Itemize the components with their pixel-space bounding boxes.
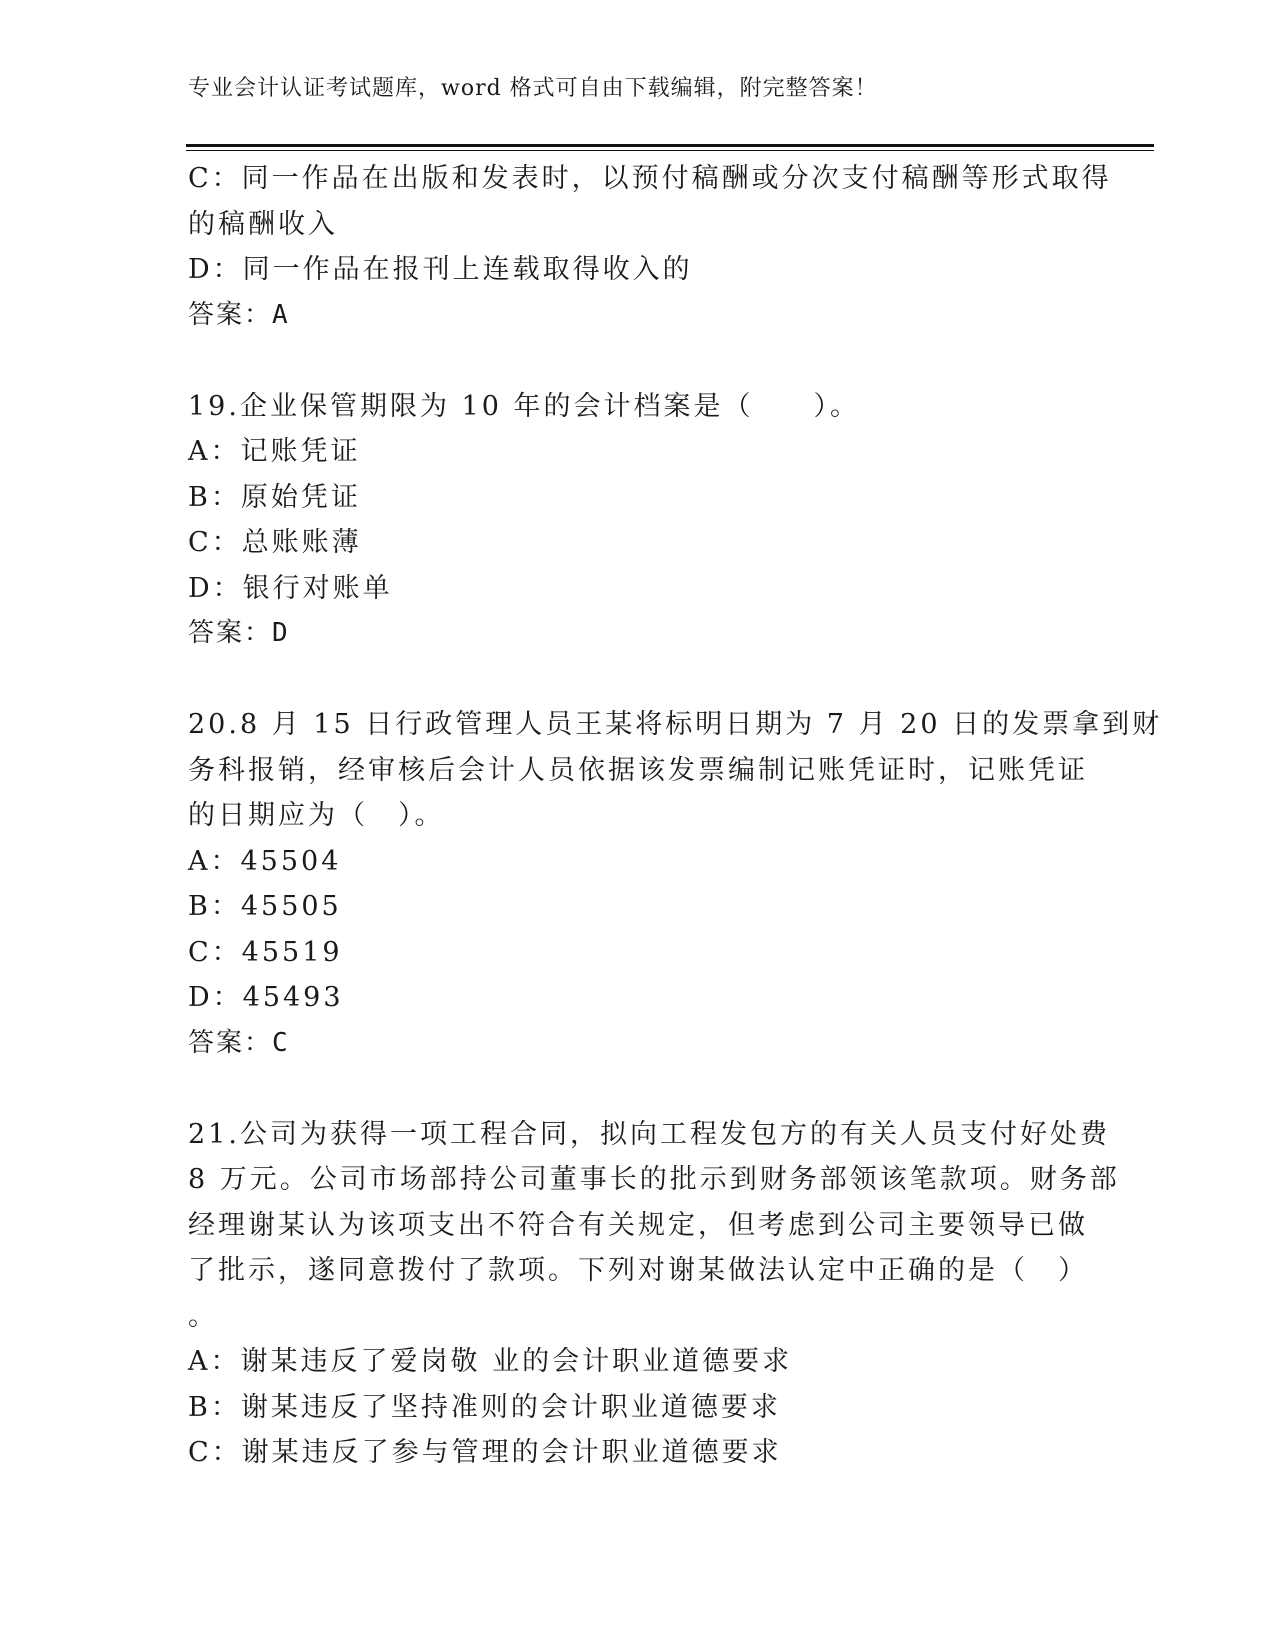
question-19 bbox=[188, 384, 1088, 657]
q20-option-d: D：45493 bbox=[188, 982, 344, 1013]
q19-option-b: B：原始凭证 bbox=[188, 481, 361, 513]
q21-stem-line4: 了批示，遂同意拨付了款项。下列对谢某做法认定中正确的是（ ） bbox=[188, 1255, 1088, 1286]
q21-option-a: A：谢某违反了爱岗敬 业的会计职业道德要求 bbox=[188, 1346, 793, 1377]
q18-option-c-line2: 的稿酬收入 bbox=[188, 208, 338, 240]
q19-answer: 答案：D bbox=[188, 618, 290, 648]
q21-stem-line3: 经理谢某认为该项支出不符合有关规定，但考虑到公司主要领导已做 bbox=[188, 1209, 1088, 1241]
q21-stem-line1: 21.公司为获得一项工程合同，拟向工程发包方的有关人员支付好处费 bbox=[188, 1118, 1110, 1150]
spacer bbox=[188, 1066, 1088, 1112]
q19-option-c: C：总账账薄 bbox=[188, 527, 362, 558]
question-18 bbox=[188, 156, 1112, 338]
q20-stem-line1: 20.8 月 15 日行政管理人员王某将标明日期为 7 月 20 日的发票拿到财 bbox=[188, 709, 1163, 740]
question-20 bbox=[188, 702, 1163, 1066]
q20-option-a: A：45504 bbox=[188, 845, 342, 877]
q21-option-c: C：谢某违反了参与管理的会计职业道德要求 bbox=[188, 1437, 782, 1468]
q20-answer: 答案：C bbox=[188, 1027, 290, 1058]
q19-stem: 19.企业保管期限为 10 年的会计档案是（ ）。 bbox=[188, 390, 860, 422]
question-21 bbox=[188, 1112, 1120, 1476]
q18-option-c-line1: C：同一作品在出版和发表时，以预付稿酬或分次支付稿酬等形式取得 bbox=[188, 163, 1112, 194]
q21-stem-line2: 8 万元。公司市场部持公司董事长的批示到财务部领该笔款项。财务部 bbox=[188, 1164, 1120, 1195]
q20-stem-line3: 的日期应为（ ）。 bbox=[188, 800, 445, 831]
spacer bbox=[188, 657, 1088, 703]
q21-stem-line5: 。 bbox=[188, 1300, 218, 1332]
q20-stem-line2: 务科报销，经审核后会计人员依据该发票编制记账凭证时，记账凭证 bbox=[188, 754, 1088, 786]
q19-option-a: A：记账凭证 bbox=[188, 436, 361, 467]
q18-answer: 答案：A bbox=[188, 299, 290, 330]
header-rule-thin bbox=[186, 150, 1154, 151]
q19-option-d: D：银行对账单 bbox=[188, 572, 393, 604]
spacer bbox=[188, 338, 1088, 384]
page-header: 专业会计认证考试题库，word 格式可自由下载编辑，附完整答案！ bbox=[188, 76, 878, 101]
q20-option-b: B：45505 bbox=[188, 891, 342, 922]
q18-option-d: D：同一作品在报刊上连载取得收入的 bbox=[188, 254, 693, 285]
q21-option-b: B：谢某违反了坚持准则的会计职业道德要求 bbox=[188, 1391, 781, 1423]
q20-option-c: C：45519 bbox=[188, 936, 343, 968]
header-rule-thick bbox=[186, 144, 1154, 147]
question-content bbox=[188, 156, 1163, 1476]
